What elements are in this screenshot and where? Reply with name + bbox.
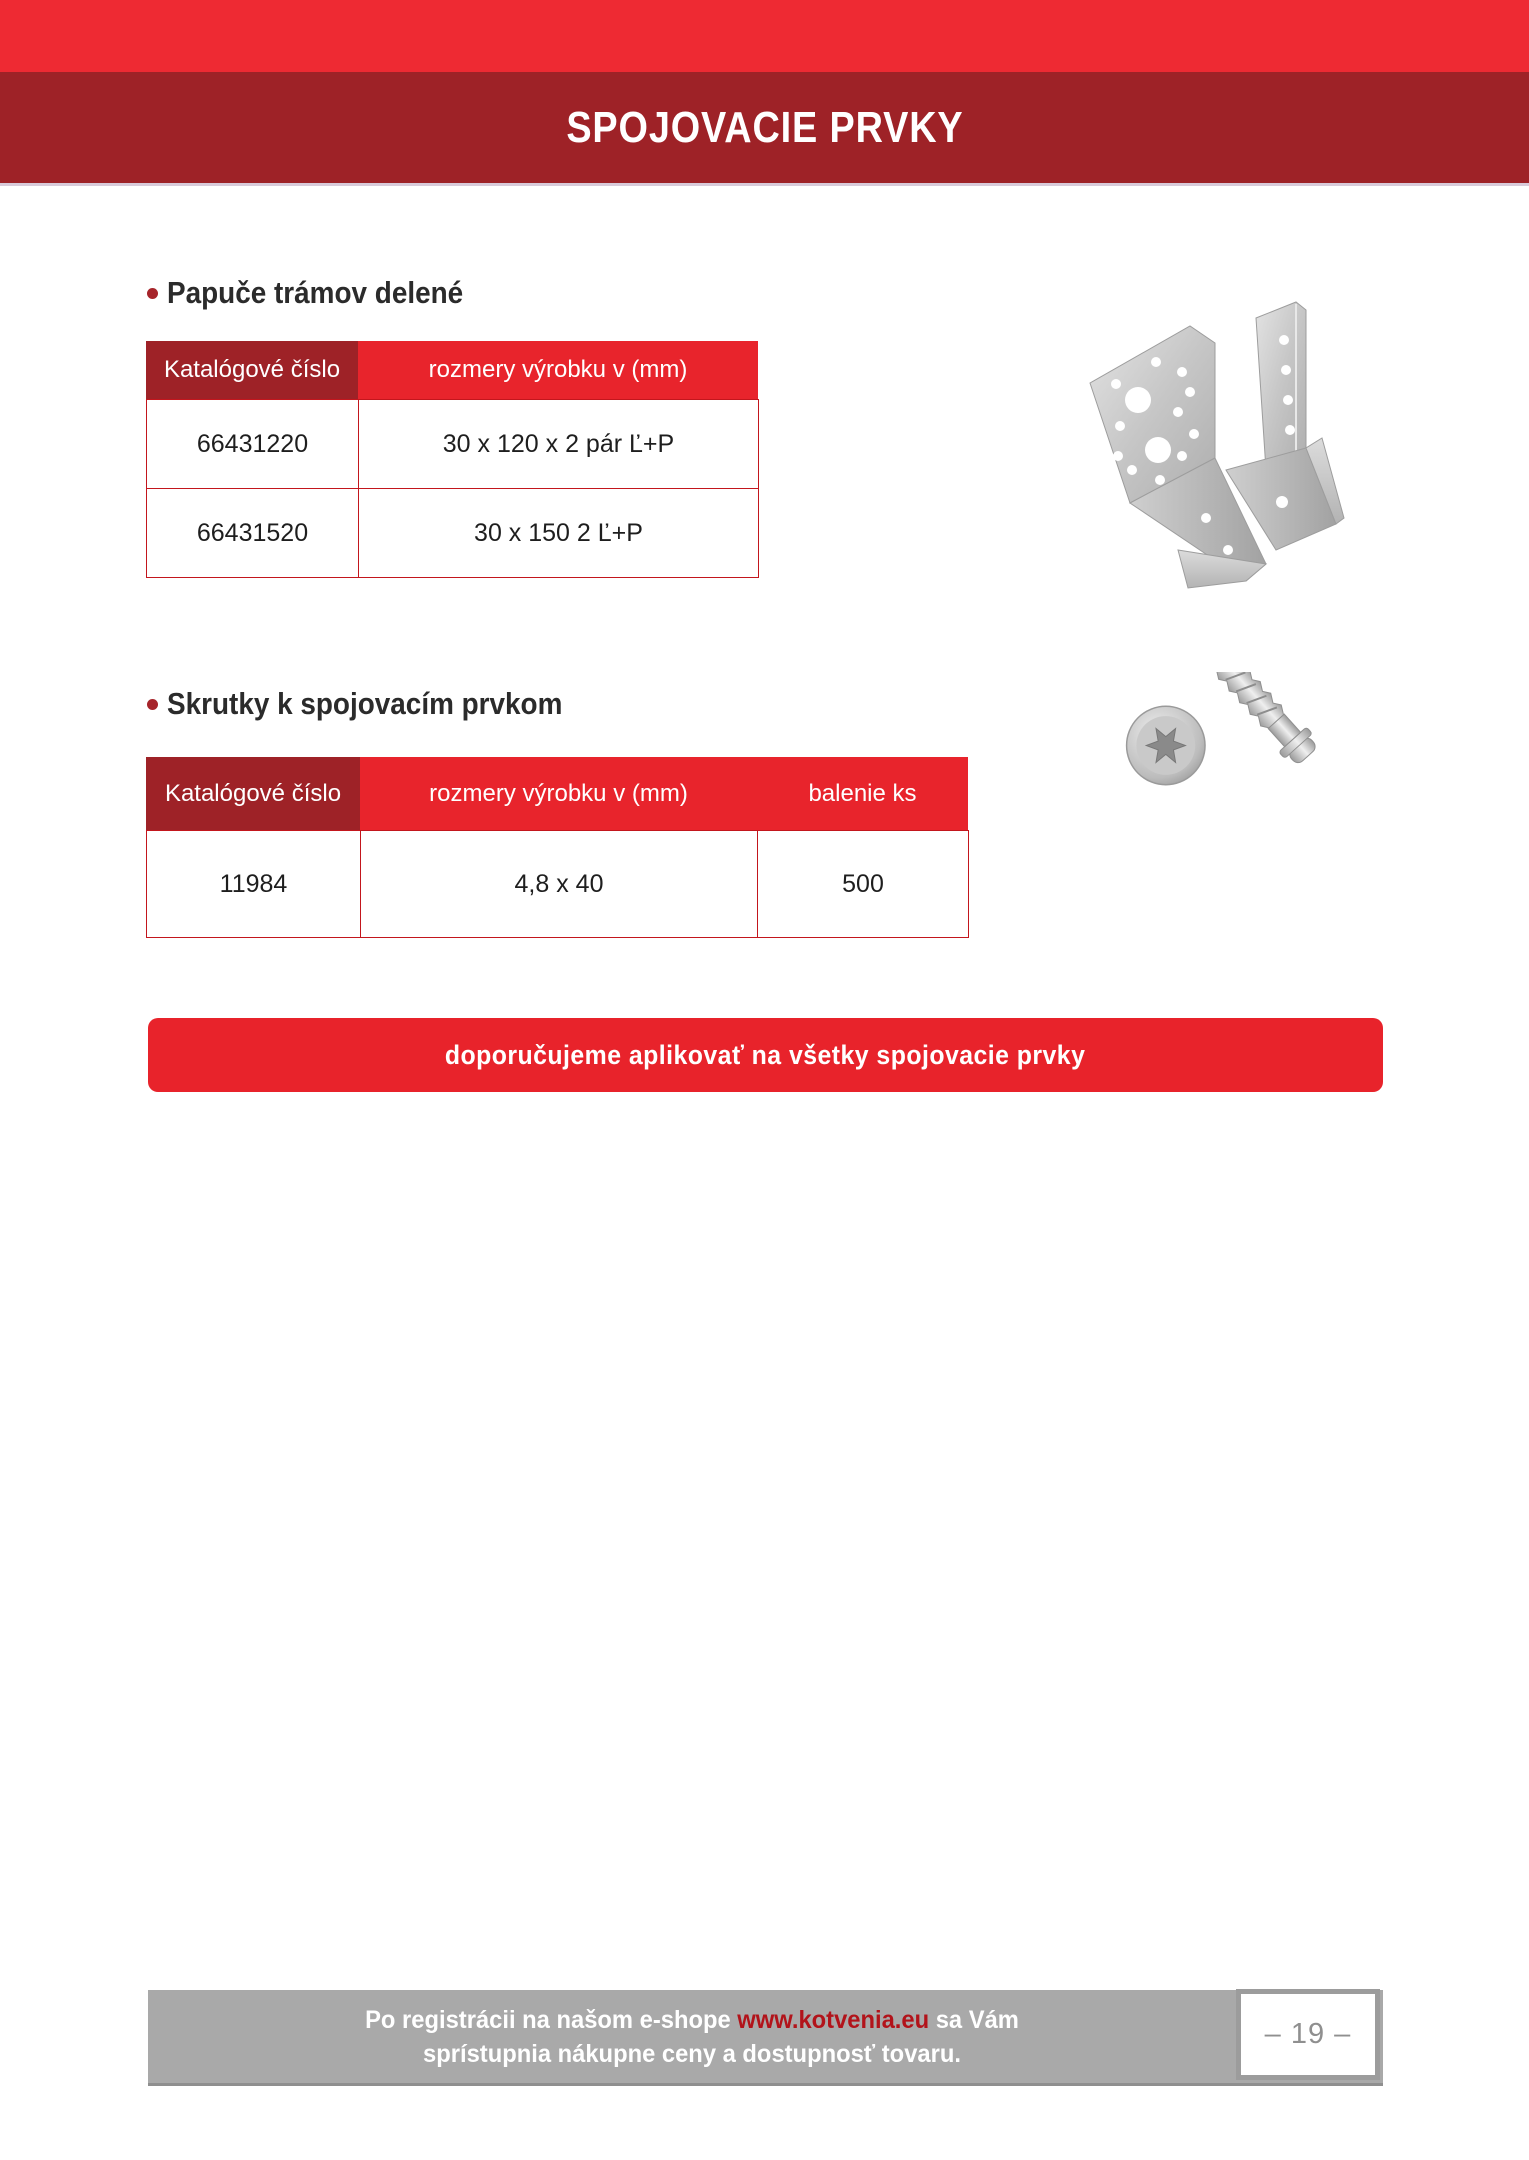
header-cell-rozmery: rozmery výrobku v (mm) [360, 757, 757, 830]
table-header-row [146, 757, 969, 830]
section-heading-skrutky [147, 686, 606, 722]
page-number: – 19 – [1264, 2018, 1352, 2050]
bullet-icon [147, 699, 158, 710]
table-body [146, 399, 759, 578]
cell-catalog-number: 11984 [147, 831, 360, 937]
footer-bar [148, 1990, 1383, 2086]
table-row [147, 488, 758, 577]
footer-text-segment: sa Vám [929, 2005, 1019, 2034]
page-title: SPOJOVACIE PRVKY [565, 102, 964, 152]
table-row [147, 831, 968, 937]
cell-package-qty: 500 [757, 831, 968, 937]
header-cell-rozmery: rozmery výrobku v (mm) [358, 341, 758, 399]
section-title: Papuče trámov delené [167, 275, 464, 310]
title-band [0, 72, 1529, 186]
cell-catalog-number: 66431520 [147, 489, 358, 577]
table-papuce-tramov [146, 341, 759, 578]
header-cell-katalogove-cislo: Katalógové číslo [146, 341, 358, 399]
joist-hanger-image [1055, 288, 1365, 608]
recommendation-banner [148, 1018, 1383, 1092]
footer-link[interactable]: www.kotvenia.eu [737, 2005, 930, 2034]
cell-dimensions: 4,8 x 40 [360, 831, 757, 937]
cell-dimensions: 30 x 150 2 Ľ+P [358, 489, 758, 577]
footer-text-segment: Po registrácii na našom e-shope [365, 2005, 738, 2034]
table-body [146, 830, 969, 938]
footer-line-2: sprístupnia nákupne ceny a dostupnosť tovaru. [423, 2039, 961, 2068]
cell-dimensions: 30 x 120 x 2 pár Ľ+P [358, 400, 758, 488]
table-row [147, 400, 758, 488]
screw-image [1105, 672, 1360, 972]
table-header-row [146, 341, 759, 399]
section-heading-papuce [147, 275, 496, 311]
footer-line-1 [365, 2003, 1019, 2037]
table-skrutky [146, 757, 969, 938]
header-cell-katalogove-cislo: Katalógové číslo [146, 757, 360, 830]
footer-text [175, 1990, 1209, 2083]
section-title: Skrutky k spojovacím prvkom [167, 686, 563, 721]
cell-catalog-number: 66431220 [147, 400, 358, 488]
page-number-box [1236, 1989, 1380, 2080]
banner-text: doporučujeme aplikovať na všetky spojovacie prvky [445, 1039, 1086, 1070]
header-cell-balenie: balenie ks [757, 757, 968, 830]
bullet-icon [147, 288, 158, 299]
top-red-band [0, 0, 1529, 72]
